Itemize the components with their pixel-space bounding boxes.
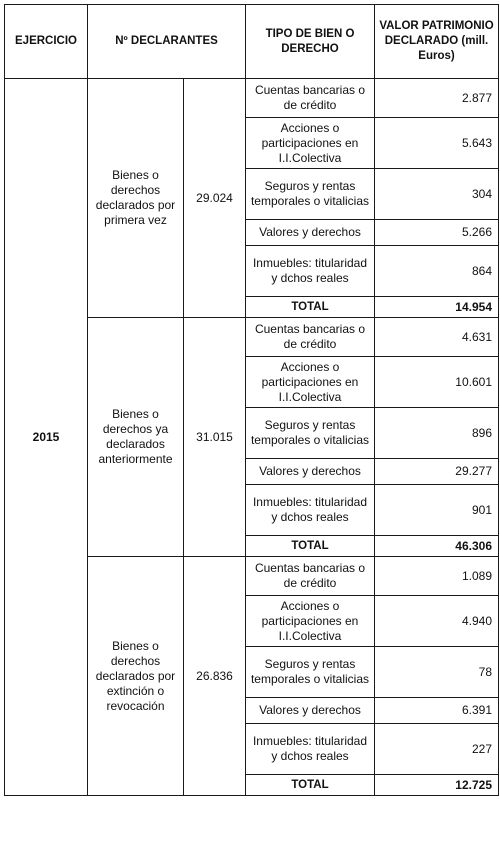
tipo-cell: Cuentas bancarias o de crédito bbox=[246, 557, 375, 596]
declarantes-value: 29.024 bbox=[184, 79, 246, 318]
table-body bbox=[5, 79, 499, 796]
valor-cell: 2.877 bbox=[375, 79, 499, 118]
valor-cell: 10.601 bbox=[375, 357, 499, 408]
group-label: Bienes o derechos ya declarados anteriormente bbox=[88, 318, 184, 557]
total-label: TOTAL bbox=[246, 536, 375, 557]
tipo-cell: Acciones o participaciones en I.I.Colectiva bbox=[246, 596, 375, 647]
tipo-cell: Acciones o participaciones en I.I.Colectiva bbox=[246, 118, 375, 169]
total-label: TOTAL bbox=[246, 775, 375, 796]
valor-cell: 6.391 bbox=[375, 698, 499, 724]
tipo-cell: Inmuebles: titularidad y dchos reales bbox=[246, 724, 375, 775]
patrimonio-table bbox=[4, 4, 499, 796]
valor-cell: 227 bbox=[375, 724, 499, 775]
total-value: 14.954 bbox=[375, 297, 499, 318]
header-declarantes: Nº DECLARANTES bbox=[88, 5, 246, 79]
total-value: 12.725 bbox=[375, 775, 499, 796]
valor-cell: 4.940 bbox=[375, 596, 499, 647]
valor-cell: 5.643 bbox=[375, 118, 499, 169]
header-row bbox=[5, 5, 499, 79]
tipo-cell: Seguros y rentas temporales o vitalicias bbox=[246, 647, 375, 698]
header-tipo: TIPO DE BIEN O DERECHO bbox=[246, 5, 375, 79]
total-value: 46.306 bbox=[375, 536, 499, 557]
group-label: Bienes o derechos declarados por primera vez bbox=[88, 79, 184, 318]
group-label: Bienes o derechos declarados por extinción o revocación bbox=[88, 557, 184, 796]
valor-cell: 901 bbox=[375, 485, 499, 536]
valor-cell: 78 bbox=[375, 647, 499, 698]
ejercicio-cell: 2015 bbox=[5, 79, 88, 796]
valor-cell: 864 bbox=[375, 246, 499, 297]
tipo-cell: Seguros y rentas temporales o vitalicias bbox=[246, 408, 375, 459]
table-row bbox=[5, 79, 499, 118]
tipo-cell: Cuentas bancarias o de crédito bbox=[246, 79, 375, 118]
valor-cell: 5.266 bbox=[375, 220, 499, 246]
tipo-cell: Inmuebles: titularidad y dchos reales bbox=[246, 485, 375, 536]
tipo-cell: Acciones o participaciones en I.I.Colectiva bbox=[246, 357, 375, 408]
tipo-cell: Inmuebles: titularidad y dchos reales bbox=[246, 246, 375, 297]
tipo-cell: Cuentas bancarias o de crédito bbox=[246, 318, 375, 357]
tipo-cell: Valores y derechos bbox=[246, 459, 375, 485]
tipo-cell: Valores y derechos bbox=[246, 220, 375, 246]
declarantes-value: 31.015 bbox=[184, 318, 246, 557]
header-ejercicio: EJERCICIO bbox=[5, 5, 88, 79]
valor-cell: 4.631 bbox=[375, 318, 499, 357]
valor-cell: 29.277 bbox=[375, 459, 499, 485]
declarantes-value: 26.836 bbox=[184, 557, 246, 796]
header-valor: VALOR PATRIMONIO DECLARADO (mill. Euros) bbox=[375, 5, 499, 79]
tipo-cell: Seguros y rentas temporales o vitalicias bbox=[246, 169, 375, 220]
valor-cell: 1.089 bbox=[375, 557, 499, 596]
valor-cell: 896 bbox=[375, 408, 499, 459]
tipo-cell: Valores y derechos bbox=[246, 698, 375, 724]
total-label: TOTAL bbox=[246, 297, 375, 318]
valor-cell: 304 bbox=[375, 169, 499, 220]
